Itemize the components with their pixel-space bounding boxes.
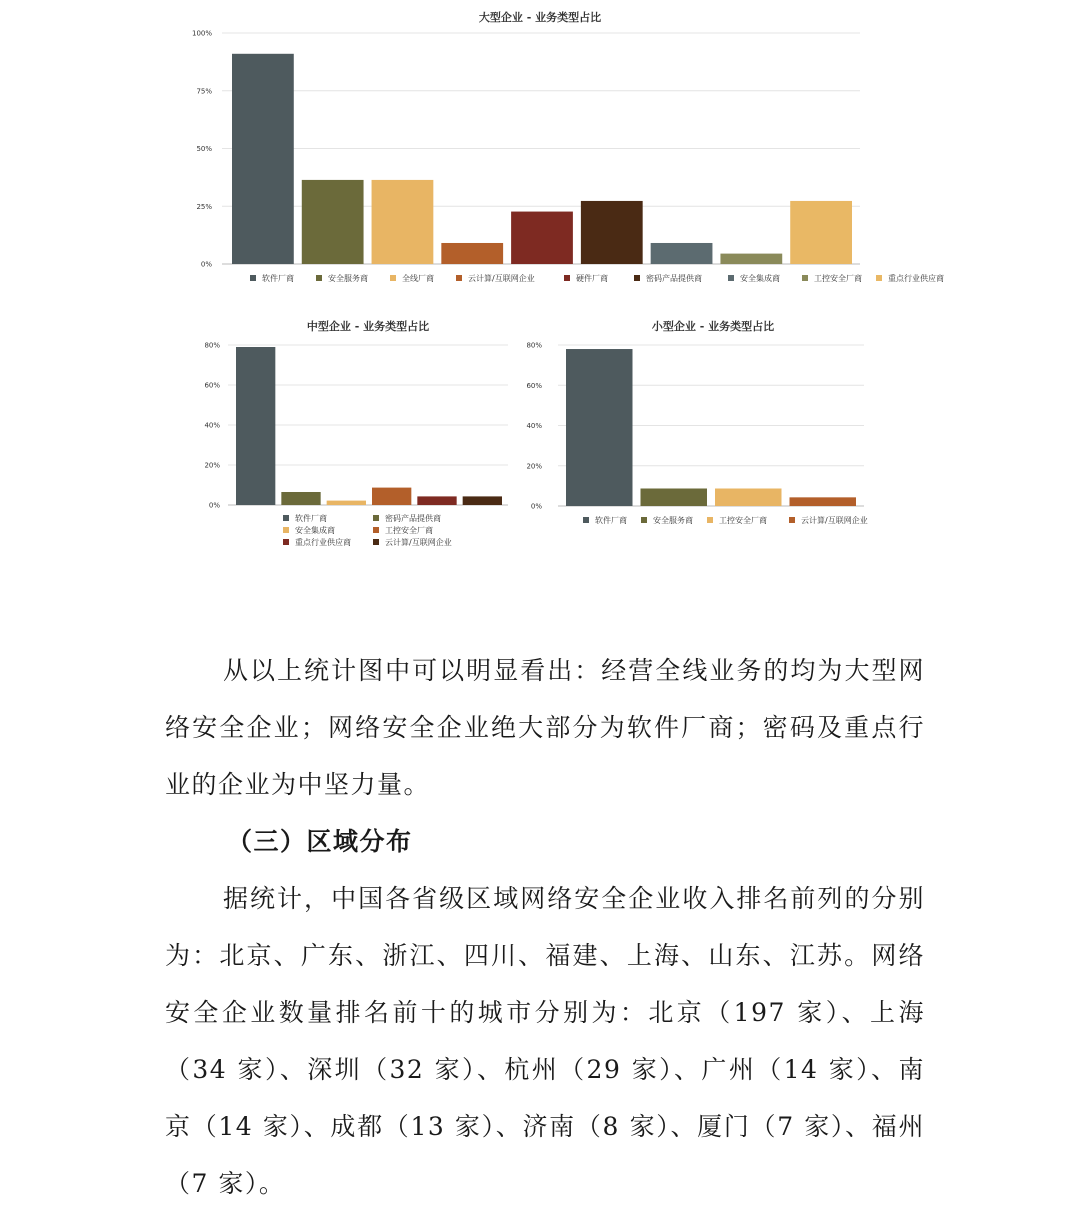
legend-label: 安全服务商 [653,516,693,525]
chart-title: 大型企业 - 业务类型占比 [478,11,602,24]
legend-swatch [876,275,882,281]
legend-label: 工控安全厂商 [385,526,433,535]
y-tick-label: 80% [204,341,220,350]
chart-large-enterprise [0,0,1080,300]
legend-label: 密码产品提供商 [385,514,441,523]
legend-label: 重点行业供应商 [888,274,944,283]
bar [281,492,320,505]
legend-label: 软件厂商 [595,516,627,525]
y-tick-label: 0% [208,501,220,510]
bar [566,349,633,506]
y-tick-label: 100% [191,29,212,38]
legend-swatch [373,515,379,521]
y-tick-label: 80% [526,341,542,350]
bar [327,501,366,505]
legend-label: 密码产品提供商 [646,274,702,283]
bar [232,54,294,264]
legend-swatch [373,539,379,545]
chart-title: 小型企业 - 业务类型占比 [651,320,775,333]
bar [372,488,411,505]
legend-label: 全线厂商 [402,274,434,283]
legend-swatch [390,275,396,281]
legend-swatch [283,527,289,533]
y-tick-label: 20% [526,462,542,471]
chart-medium-enterprise [0,315,530,565]
legend-swatch [802,275,808,281]
legend-swatch [283,515,289,521]
legend-label: 工控安全厂商 [814,274,862,283]
bar [441,243,503,264]
chart-small-enterprise [520,315,1080,565]
bar [715,488,782,506]
legend-label: 硬件厂商 [576,274,608,283]
legend-swatch [789,517,795,523]
y-tick-label: 50% [196,145,212,153]
legend-swatch [707,517,713,523]
legend-swatch [728,275,734,281]
bar [417,496,456,505]
legend-swatch [316,275,322,281]
bar [720,254,782,264]
bar [463,496,502,505]
legend-label: 软件厂商 [262,274,294,283]
legend-label: 重点行业供应商 [295,538,351,547]
legend-swatch [564,275,570,281]
y-tick-label: 0% [200,260,212,269]
paragraph-conclusion: 从以上统计图中可以明显看出：经营全线业务的均为大型网络安全企业；网络安全企业绝大部分为软件厂商；密码及重点行业的企业为中坚力量。 [165,656,925,799]
legend-label: 软件厂商 [295,514,327,523]
legend-label: 云计算/互联网企业 [468,274,535,283]
legend-label: 安全集成商 [740,274,780,283]
legend-swatch [634,275,640,281]
paragraph-regional-distribution: 据统计，中国各省级区域网络安全企业收入排名前列的分别为：北京、广东、浙江、四川、福建、上海、山东、江苏。网络安全企业数量排名前十的城市分别为：北京（197 家）、上海（34 家）、深圳（32 家）、杭州（29 家）、广州（14 家）、南京（14 家）、成都（13 家）、济南（8 家）、厦门（7 家）、福州（7 家）。 [165,884,925,1198]
y-tick-label: 0% [530,502,542,511]
bar [790,201,852,264]
bar [372,180,434,264]
bar [790,497,857,506]
legend-swatch [250,275,256,281]
legend-label: 云计算/互联网企业 [801,516,868,525]
legend-label: 工控安全厂商 [719,516,767,525]
bar [236,347,275,505]
legend-swatch [456,275,462,281]
bar [302,180,364,264]
legend-swatch [641,517,647,523]
y-tick-label: 40% [204,421,220,430]
legend-label: 安全集成商 [295,526,335,535]
legend-swatch [283,539,289,545]
legend-swatch [373,527,379,533]
y-tick-label: 75% [196,87,212,96]
legend-label: 云计算/互联网企业 [385,538,452,547]
bar [581,201,643,264]
chart-title: 中型企业 - 业务类型占比 [306,320,430,333]
legend-label: 安全服务商 [328,274,368,283]
bar [651,243,713,264]
y-tick-label: 40% [526,422,542,430]
section-heading: （三）区域分布 [227,827,413,856]
y-tick-label: 25% [196,202,212,211]
bar [511,212,573,264]
bar [641,488,708,506]
y-tick-label: 60% [204,381,220,390]
y-tick-label: 60% [526,381,542,390]
y-tick-label: 20% [204,461,220,470]
legend-swatch [583,517,589,523]
body-text [165,642,925,1212]
